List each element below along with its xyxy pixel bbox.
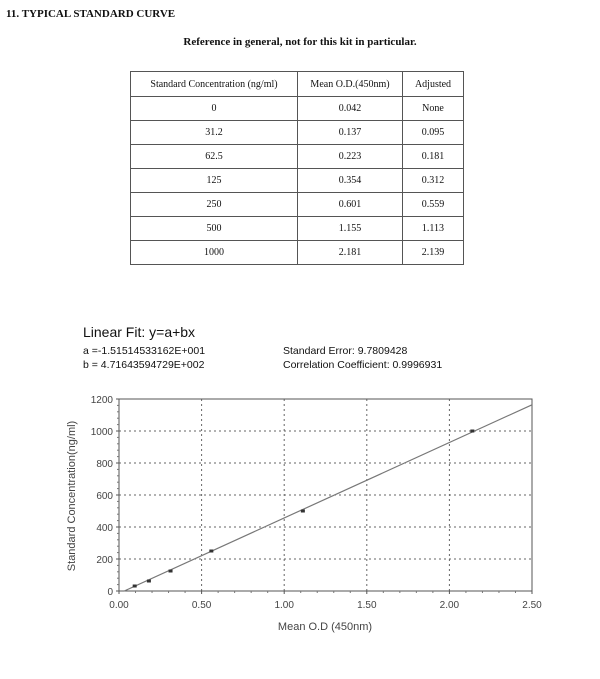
cell-concentration: 125 — [131, 169, 298, 193]
table-row — [131, 145, 464, 169]
x-tick-label: 1.00 — [274, 600, 294, 611]
y-tick-label: 800 — [96, 459, 113, 470]
table-row — [131, 169, 464, 193]
data-point — [169, 570, 173, 573]
x-axis-label: Mean O.D (450nm) — [277, 621, 373, 633]
cell-concentration: 250 — [131, 193, 298, 217]
x-tick-label: 2.00 — [439, 600, 460, 611]
correlation-coefficient: Correlation Coefficient: 0.9996931 — [283, 359, 443, 371]
y-tick-label: 1200 — [90, 395, 113, 406]
header-mean-od: Mean O.D.(450nm) — [298, 72, 403, 97]
standard-curve-chart — [0, 380, 600, 650]
x-tick-label: 1.50 — [357, 600, 377, 611]
data-point — [209, 550, 213, 553]
cell-adjusted: 0.181 — [403, 145, 464, 169]
cell-adjusted: 1.113 — [403, 217, 464, 241]
data-point — [147, 580, 151, 583]
table-row — [131, 97, 464, 121]
reference-note: Reference in general, not for this kit in particular. — [183, 36, 417, 48]
table-row — [131, 241, 464, 265]
cell-concentration: 31.2 — [131, 121, 298, 145]
fit-line-path — [124, 405, 532, 591]
cell-adjusted: 2.139 — [403, 241, 464, 265]
x-tick-label: 2.50 — [522, 600, 542, 611]
table-header-row — [131, 72, 464, 97]
section-title: 11. TYPICAL STANDARD CURVE — [6, 8, 176, 20]
x-tick-label: 0.50 — [191, 600, 212, 611]
table-row — [131, 193, 464, 217]
fit-param-b: b = 4.71643594729E+002 — [83, 359, 205, 371]
cell-mean-od: 2.181 — [298, 241, 403, 265]
table-row — [131, 121, 464, 145]
y-tick-label: 1000 — [90, 427, 113, 438]
fit-title: Linear Fit: y=a+bx — [83, 324, 196, 340]
cell-mean-od: 0.223 — [298, 145, 403, 169]
data-point — [133, 585, 137, 588]
cell-mean-od: 0.042 — [298, 97, 403, 121]
data-point — [470, 430, 474, 433]
table-row — [131, 217, 464, 241]
y-tick-label: 600 — [96, 491, 113, 502]
y-tick-label: 400 — [96, 523, 113, 534]
cell-concentration: 1000 — [131, 241, 298, 265]
cell-mean-od: 0.137 — [298, 121, 403, 145]
header-concentration: Standard Concentration (ng/ml) — [131, 72, 298, 97]
header-adjusted: Adjusted — [403, 72, 464, 97]
data-point — [301, 510, 305, 513]
cell-mean-od: 0.601 — [298, 193, 403, 217]
cell-mean-od: 0.354 — [298, 169, 403, 193]
cell-mean-od: 1.155 — [298, 217, 403, 241]
standard-table — [130, 71, 464, 265]
cell-concentration: 500 — [131, 217, 298, 241]
cell-adjusted: None — [403, 97, 464, 121]
cell-concentration: 0 — [131, 97, 298, 121]
y-axis-label: Standard Concentration(ng/ml) — [66, 420, 78, 572]
y-tick-label: 0 — [107, 587, 113, 598]
chart-grid — [119, 399, 532, 591]
y-tick-label: 200 — [96, 555, 113, 566]
x-tick-label: 0.00 — [109, 600, 129, 611]
standard-error: Standard Error: 9.7809428 — [283, 345, 408, 357]
cell-adjusted: 0.095 — [403, 121, 464, 145]
cell-concentration: 62.5 — [131, 145, 298, 169]
cell-adjusted: 0.559 — [403, 193, 464, 217]
cell-adjusted: 0.312 — [403, 169, 464, 193]
fit-line — [124, 405, 532, 591]
fit-param-a: a =-1.51514533162E+001 — [83, 345, 206, 357]
